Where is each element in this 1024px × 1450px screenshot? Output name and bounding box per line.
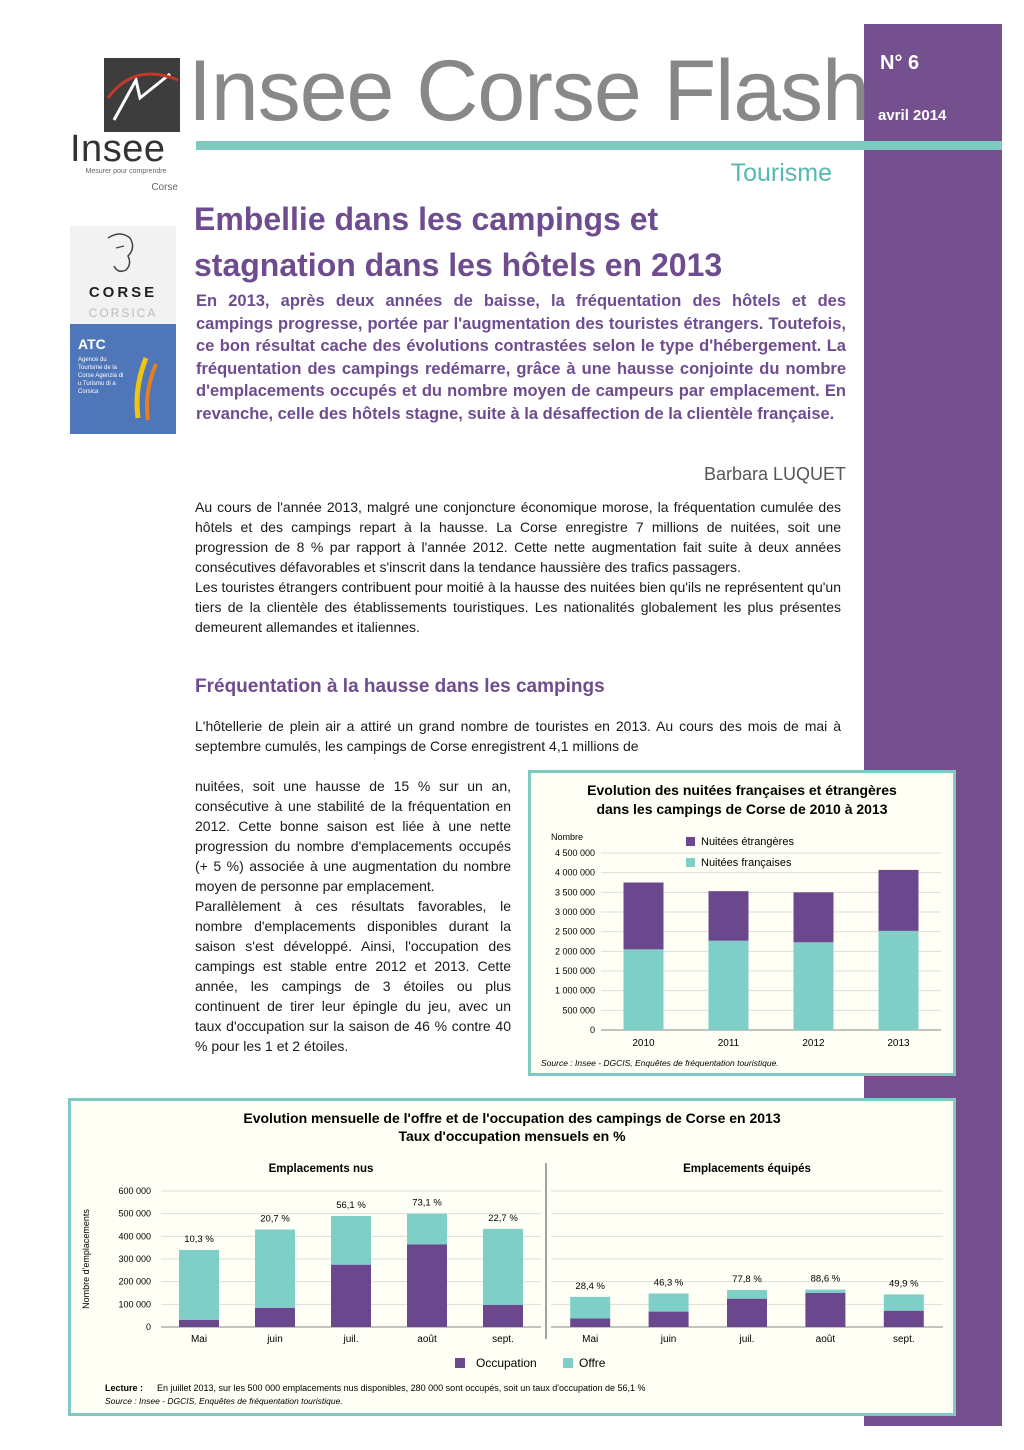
y-tick-label: 100 000 (118, 1299, 151, 1310)
bar-francaises-2013 (879, 931, 919, 1030)
bar-offre-sept. (483, 1229, 523, 1305)
bar-offre-août (805, 1290, 845, 1293)
bar-occupation-août (407, 1244, 447, 1327)
x-tick-label: 2010 (632, 1038, 655, 1049)
rate-label: 77,8 % (732, 1274, 762, 1286)
y-tick-label: 200 000 (118, 1276, 151, 1287)
paragraph-campings-full: L'hôtellerie de plein air a attiré un grand nombre de touristes en 2013. Au cours des mois de mai à septembre cumulés, les campings de Corse enregistrent 4,1 millions de (195, 718, 841, 754)
lecture-label: Lecture : (105, 1383, 144, 1393)
x-tick-label: août (815, 1334, 836, 1345)
bar-occupation-juin (255, 1308, 295, 1327)
y-tick-label: 300 000 (118, 1254, 151, 1264)
rate-label: 46,3 % (653, 1277, 684, 1289)
x-tick-label: 2011 (717, 1038, 740, 1049)
section-heading: Fréquentation à la hausse dans les campings (195, 676, 605, 697)
issue-number: N° 6 (880, 52, 920, 74)
rate-label: 20,7 % (260, 1213, 290, 1225)
bar-occupation-Mai (179, 1320, 219, 1327)
bar-occupation-sept. (483, 1305, 523, 1327)
bar-offre-juil. (331, 1216, 371, 1265)
chart-offre-occupation-svg (71, 1101, 953, 1413)
x-tick-label: août (417, 1334, 437, 1345)
rate-label: 88,6 % (810, 1273, 841, 1285)
rate-label: 73,1 % (412, 1197, 442, 1209)
chart-source: Source : Insee - DGCIS, Enquêtes de fréquentation touristique. (541, 1058, 779, 1068)
y-tick-label: 0 (589, 1025, 595, 1035)
x-tick-label: juil. (343, 1334, 359, 1345)
legend-swatch (563, 1358, 573, 1368)
bar-offre-juin (255, 1230, 295, 1308)
rubrique-label: Tourisme (730, 159, 832, 187)
chart-nuitees-campings (528, 770, 956, 1076)
y-tick-label: 0 (145, 1322, 151, 1332)
x-tick-label: Mai (190, 1334, 208, 1345)
article-author: Barbara LUQUET (703, 464, 846, 484)
legend-swatch (455, 1358, 465, 1368)
bar-offre-août (407, 1214, 447, 1245)
panel-title: Emplacements équipés (683, 1163, 811, 1175)
y-tick-label: 3 500 000 (554, 887, 595, 898)
x-tick-label: sept. (492, 1334, 514, 1345)
y-tick-label: 3 000 000 (554, 907, 595, 917)
y-tick-label: 4 000 000 (554, 867, 595, 878)
chart-title: Taux d'occupation mensuels en % (398, 1128, 626, 1144)
partner-description: Agence du Tourisme de la Corse Agenzia di u Turismu di a Corsica (78, 357, 124, 395)
rate-label: 22,7 % (488, 1212, 518, 1224)
rate-label: 49,9 % (889, 1278, 919, 1290)
x-tick-label: 2013 (887, 1038, 910, 1049)
chart-title: Evolution mensuelle de l'offre et de l'occupation des campings de Corse en 2013 (243, 1110, 781, 1126)
insee-logo-word: Insee (70, 128, 166, 170)
bar-offre-juil. (727, 1290, 767, 1299)
chart-offre-occupation (68, 1098, 956, 1416)
y-tick-label: 500 000 (562, 1005, 595, 1016)
partner-acronym: ATC (78, 336, 106, 352)
y-axis-label: Nombre d'emplacements (81, 1209, 91, 1309)
bar-occupation-juin (649, 1312, 689, 1327)
bar-occupation-juil. (727, 1299, 767, 1327)
bar-etrangeres-2013 (879, 870, 919, 931)
bar-etrangeres-2012 (794, 892, 834, 942)
y-tick-label: 600 000 (118, 1186, 151, 1196)
x-tick-label: Mai (582, 1334, 599, 1345)
insee-logo-region: Corse (151, 182, 178, 193)
partner-name: CORSE (88, 284, 158, 301)
bar-occupation-juil. (331, 1265, 371, 1327)
lecture-text: En juillet 2013, sur les 500 000 emplacements nus disponibles, 280 000 sont occupés, soit un taux d'occupation de 56,1 % (157, 1383, 646, 1393)
x-tick-label: juin (660, 1334, 677, 1345)
bar-francaises-2012 (794, 942, 834, 1030)
bar-occupation-sept. (884, 1311, 924, 1327)
legend-label: Offre (579, 1356, 606, 1370)
bar-offre-Mai (570, 1297, 610, 1319)
bar-offre-juin (649, 1293, 689, 1311)
article-summary: En 2013, après deux années de baisse, la fréquentation des hôtels et des campings progresse, portée par l'augmentation des touristes étrangers. Toutefois, ce bon résultat cache des évolutions contrastées selon le type d'hébergement. La fréquentation des campings redémarre, grâce à une hausse conjointe du nombre d'emplacements occupés et du nombre moyen de campeurs par emplacement. En revanche, celle des hôtels stagne, suite à la désaffection de la clientèle française. (196, 292, 846, 423)
publication-title: Insee Corse Flash (188, 43, 869, 139)
bar-offre-sept. (884, 1294, 924, 1310)
ribbon-icon (132, 352, 162, 422)
y-axis-label: Nombre (551, 832, 584, 842)
y-tick-label: 1 000 000 (554, 985, 595, 996)
article-title: Embellie dans les campings et stagnation dans les hôtels en 2013 (194, 201, 723, 283)
bar-occupation-août (805, 1293, 845, 1327)
bar-etrangeres-2010 (624, 883, 664, 950)
legend-label: Nuitées françaises (701, 857, 792, 869)
y-tick-label: 500 000 (118, 1208, 151, 1219)
x-tick-label: 2012 (802, 1038, 825, 1049)
y-tick-label: 2 500 000 (554, 926, 595, 937)
y-tick-label: 4 500 000 (554, 848, 595, 858)
rate-label: 28,4 % (575, 1280, 605, 1292)
legend-label: Occupation (476, 1356, 537, 1370)
insee-logo-tagline: Mesurer pour comprendre (85, 168, 167, 175)
paragraph-campings-narrow: nuitées, soit une hausse de 15 % sur un an, consécutive à une stabilité de la fréquentation en 2012. Cette bonne saison est liée à une nette progression du nombre d'emplacements occupés (+ 5 %) associée à une augmentation du nombre moyen de personne par emplacement. Parallèlement à ces résultats favorables, le nombre d'emplacements disponibles durant la saison s'est développé. Ainsi, l'occupation des campings est stable entre 2012 et 2013. Cette année, les campings de 3 étoiles ou plus continuent de tirer leur épingle du jeu, avec un taux d'occupation sur la saison de 46 % contre 40 % pour les 1 et 2 étoiles. (195, 778, 511, 1054)
title-rule (196, 141, 1002, 150)
insee-logo-icon (104, 58, 180, 132)
legend-swatch (686, 837, 695, 846)
rate-label: 56,1 % (336, 1199, 366, 1211)
partner-name-corsica: CORSICA (88, 306, 158, 320)
panel-title: Emplacements nus (268, 1163, 374, 1175)
y-tick-label: 2 000 000 (554, 946, 595, 957)
bar-occupation-Mai (570, 1318, 610, 1327)
paragraph-intro: Au cours de l'année 2013, malgré une conjoncture économique morose, la fréquentation cumulée des hôtels et des campings repart à la hausse. La Corse enregistre 7 millions de nuitées, soit une progression de 8 % par rapport à l'année 2012. Cette nette augmentation fait suite à deux années consécutives défavorables et s'inscrit dans la tendance haussière des trafics passagers. Les touristes étrangers contribuent pour moitié à la hausse des nuitées bien qu'ils ne représentent qu'un tiers de la clientèle des établissements touristiques. Les nationalités globalement les plus présentes demeurent allemandes et italiennes. (195, 499, 841, 635)
rate-label: 10,3 % (184, 1233, 214, 1245)
y-tick-label: 1 500 000 (554, 966, 595, 976)
bar-francaises-2010 (624, 949, 664, 1030)
chart-source: Source : Insee - DGCIS, Enquêtes de fréquentation touristique. (105, 1396, 343, 1406)
y-tick-label: 400 000 (118, 1231, 151, 1242)
x-tick-label: sept. (892, 1334, 915, 1345)
x-tick-label: juil. (739, 1334, 755, 1345)
chart-nuitees-svg (531, 773, 953, 1073)
chart-title: Evolution des nuitées françaises et étrangères (587, 782, 897, 798)
bar-francaises-2011 (709, 941, 749, 1030)
bar-etrangeres-2011 (709, 891, 749, 941)
atc-partner-logo (70, 226, 176, 434)
face-profile-icon (70, 226, 176, 284)
legend-label: Nuitées étrangères (701, 836, 794, 848)
legend-swatch (686, 858, 695, 867)
x-tick-label: juin (267, 1334, 283, 1345)
chart-title: dans les campings de Corse de 2010 à 2013 (596, 801, 888, 817)
issue-date: avril 2014 (878, 107, 947, 124)
bar-offre-Mai (179, 1250, 219, 1320)
